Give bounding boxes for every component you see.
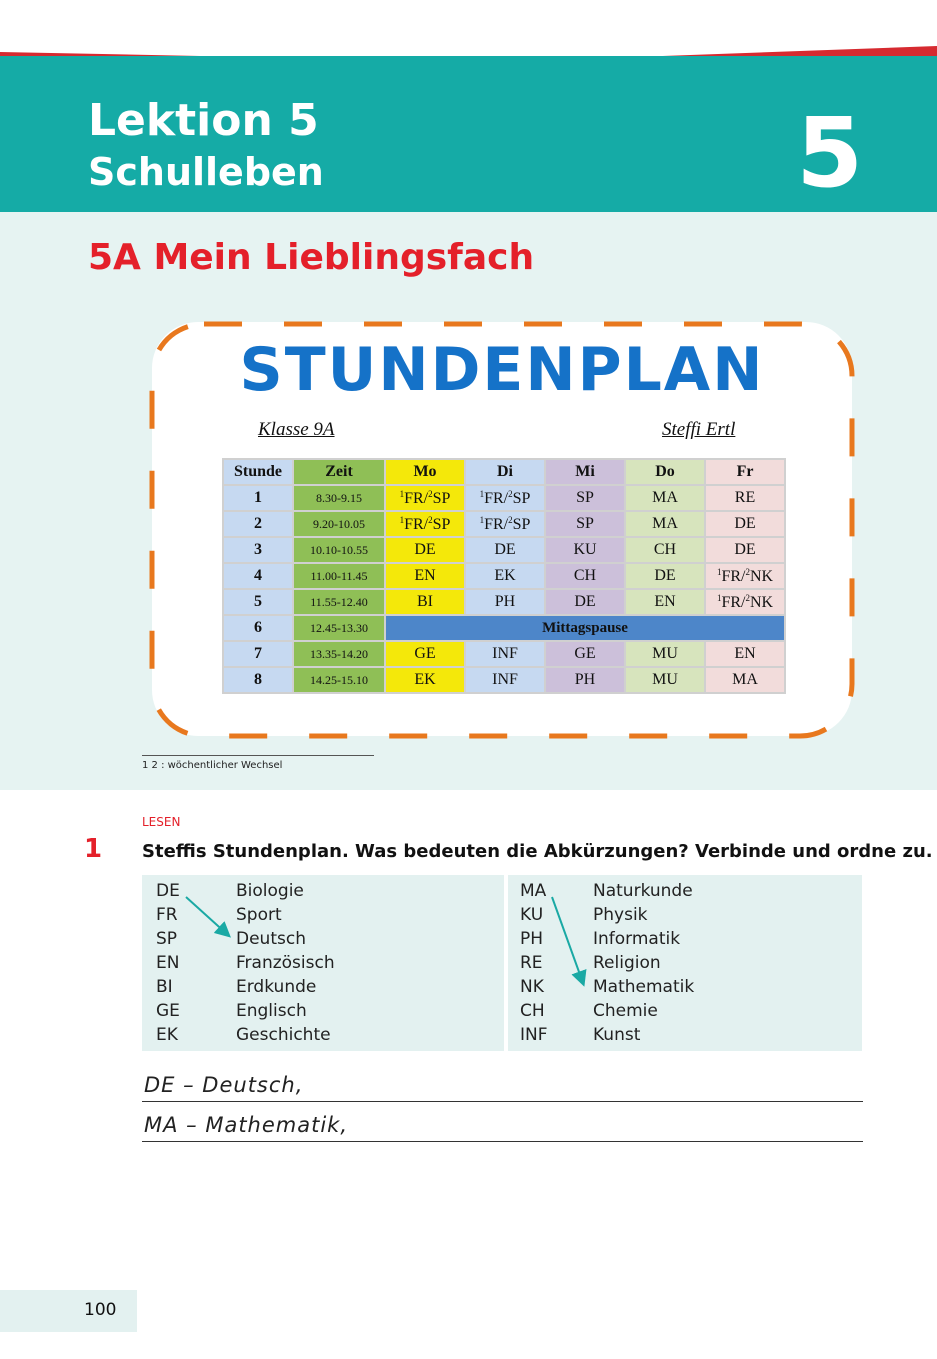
timetable-row	[223, 615, 785, 641]
footnote: 1 2 : wöchentlicher Wechsel	[142, 760, 283, 771]
column-header-zeit: Zeit	[293, 459, 385, 485]
subject-cell-di: DE	[465, 537, 545, 563]
abbreviation-item[interactable]: GE	[156, 1001, 180, 1021]
subject-cell-fr: $^1$FR/$^2$NK	[705, 589, 785, 615]
abbreviation-item[interactable]: INF	[520, 1025, 548, 1045]
abbreviation-item[interactable]: FR	[156, 905, 178, 925]
subject-alt-1: FR/	[484, 515, 509, 533]
period-time: 10.10-10.55	[293, 537, 385, 563]
abbreviation-item[interactable]: DE	[156, 881, 180, 901]
subject-alt-2: NK	[749, 567, 774, 585]
student-name: Steffi Ertl	[662, 419, 736, 440]
subject-alt-1: FR/	[404, 515, 429, 533]
lesson-number: 5	[796, 97, 863, 209]
subject-cell-do: MA	[625, 485, 705, 511]
subject-cell-fr: EN	[705, 641, 785, 667]
timetable-row	[223, 537, 785, 563]
subject-cell-mo: DE	[385, 537, 465, 563]
abbreviation-item[interactable]: CH	[520, 1001, 545, 1021]
subject-alt-2: SP	[432, 515, 451, 533]
subject-alt-2: SP	[432, 489, 451, 507]
subject-alt-1: FR/	[404, 489, 429, 507]
period-time: 11.00-11.45	[293, 563, 385, 589]
column-header-stunde: Stunde	[223, 459, 293, 485]
subject-cell-mi: SP	[545, 511, 625, 537]
timetable-row	[223, 563, 785, 589]
period-time: 14.25-15.10	[293, 667, 385, 693]
period-number: 1	[223, 485, 293, 511]
exercise-instruction: Steffis Stundenplan. Was bedeuten die Abkürzungen? Verbinde und ordne zu.	[142, 841, 933, 862]
class-label: Klasse 9A	[258, 419, 335, 440]
subject-cell-do: MU	[625, 641, 705, 667]
period-time: 13.35-14.20	[293, 641, 385, 667]
footnote-divider	[142, 755, 374, 756]
abbreviation-item[interactable]: MA	[520, 881, 547, 901]
subject-cell-di: INF	[465, 667, 545, 693]
timetable-row	[223, 589, 785, 615]
period-number: 2	[223, 511, 293, 537]
period-time: 9.20-10.05	[293, 511, 385, 537]
subject-cell-mi: KU	[545, 537, 625, 563]
subject-cell-di: $^1$FR/$^2$SP	[465, 511, 545, 537]
timetable-row	[223, 511, 785, 537]
subject-cell-mo: BI	[385, 589, 465, 615]
match-box-left	[142, 875, 504, 1051]
subject-cell-fr: RE	[705, 485, 785, 511]
subject-alt-1: FR/	[721, 567, 746, 585]
period-number: 5	[223, 589, 293, 615]
page-number: 100	[84, 1300, 117, 1320]
period-number: 3	[223, 537, 293, 563]
subject-cell-fr: MA	[705, 667, 785, 693]
left-abbreviation-list	[156, 879, 180, 1047]
subject-alt-1: FR/	[721, 593, 746, 611]
match-box-right	[508, 875, 862, 1051]
subject-cell-mo: GE	[385, 641, 465, 667]
subject-alt-2: SP	[512, 489, 531, 507]
subject-item[interactable]: Religion	[593, 953, 661, 973]
abbreviation-item[interactable]: EN	[156, 953, 180, 973]
period-time: 11.55-12.40	[293, 589, 385, 615]
subject-item[interactable]: Naturkunde	[593, 881, 693, 901]
subject-cell-mi: PH	[545, 667, 625, 693]
subject-alt-2: SP	[512, 515, 531, 533]
subject-item[interactable]: Französisch	[236, 953, 335, 973]
timetable-row	[223, 485, 785, 511]
subject-alt-2: NK	[749, 593, 774, 611]
left-subject-list	[236, 879, 335, 1047]
abbreviation-item[interactable]: KU	[520, 905, 544, 925]
column-header-mo: Mo	[385, 459, 465, 485]
subject-item[interactable]: Mathematik	[593, 977, 695, 997]
exercise-category: LESEN	[142, 815, 181, 829]
subject-cell-di: $^1$FR/$^2$SP	[465, 485, 545, 511]
subject-cell-fr: $^1$FR/$^2$NK	[705, 563, 785, 589]
subject-cell-di: EK	[465, 563, 545, 589]
subject-item[interactable]: Deutsch	[236, 929, 306, 949]
abbreviation-item[interactable]: RE	[520, 953, 543, 973]
answer-text-2[interactable]: MA – Mathematik,	[144, 1113, 349, 1137]
exercise-number: 1	[84, 834, 103, 864]
subject-cell-di: PH	[465, 589, 545, 615]
section-title: 5A Mein Lieblingsfach	[88, 237, 535, 278]
abbreviation-item[interactable]: EK	[156, 1025, 178, 1045]
period-time: 12.45-13.30	[293, 615, 385, 641]
subject-cell-do: DE	[625, 563, 705, 589]
timetable-row	[223, 641, 785, 667]
subject-cell-mo: EN	[385, 563, 465, 589]
subject-item[interactable]: Informatik	[593, 929, 681, 949]
timetable-title: STUNDENPLAN	[239, 335, 765, 405]
period-number: 4	[223, 563, 293, 589]
subject-item[interactable]: Sport	[236, 905, 282, 925]
column-header-do: Do	[625, 459, 705, 485]
subject-alt-1: FR/	[484, 489, 509, 507]
subject-item[interactable]: Physik	[593, 905, 648, 925]
subject-item[interactable]: Geschichte	[236, 1025, 331, 1045]
subject-cell-fr: DE	[705, 511, 785, 537]
subject-cell-do: CH	[625, 537, 705, 563]
column-header-di: Di	[465, 459, 545, 485]
timetable-table	[222, 458, 786, 694]
subject-cell-mi: CH	[545, 563, 625, 589]
answer-text-1[interactable]: DE – Deutsch,	[144, 1073, 304, 1097]
timetable-header-row	[223, 459, 785, 485]
subject-cell-di: INF	[465, 641, 545, 667]
lunch-break: Mittagspause	[385, 615, 785, 641]
timetable-row	[223, 667, 785, 693]
answer-line-2	[142, 1141, 863, 1142]
period-number: 7	[223, 641, 293, 667]
abbreviation-item[interactable]: PH	[520, 929, 544, 949]
lesson-topic: Schulleben	[88, 150, 324, 194]
subject-cell-mo: EK	[385, 667, 465, 693]
subject-cell-mo: $^1$FR/$^2$SP	[385, 485, 465, 511]
subject-item[interactable]: Biologie	[236, 881, 304, 901]
answer-line-1	[142, 1101, 863, 1102]
right-abbreviation-list	[520, 879, 548, 1047]
subject-cell-fr: DE	[705, 537, 785, 563]
subject-cell-mi: SP	[545, 485, 625, 511]
subject-cell-do: MU	[625, 667, 705, 693]
period-number: 6	[223, 615, 293, 641]
subject-item[interactable]: Erdkunde	[236, 977, 317, 997]
subject-item[interactable]: Kunst	[593, 1025, 641, 1045]
subject-cell-mi: DE	[545, 589, 625, 615]
subject-cell-do: MA	[625, 511, 705, 537]
period-number: 8	[223, 667, 293, 693]
abbreviation-item[interactable]: BI	[156, 977, 173, 997]
subject-cell-do: EN	[625, 589, 705, 615]
subject-item[interactable]: Englisch	[236, 1001, 307, 1021]
column-header-fr: Fr	[705, 459, 785, 485]
column-header-mi: Mi	[545, 459, 625, 485]
subject-cell-mi: GE	[545, 641, 625, 667]
abbreviation-item[interactable]: NK	[520, 977, 544, 997]
right-subject-list	[593, 879, 694, 1047]
lesson-title: Lektion 5	[88, 95, 319, 146]
subject-item[interactable]: Chemie	[593, 1001, 658, 1021]
subject-cell-mo: $^1$FR/$^2$SP	[385, 511, 465, 537]
abbreviation-item[interactable]: SP	[156, 929, 178, 949]
period-time: 8.30-9.15	[293, 485, 385, 511]
